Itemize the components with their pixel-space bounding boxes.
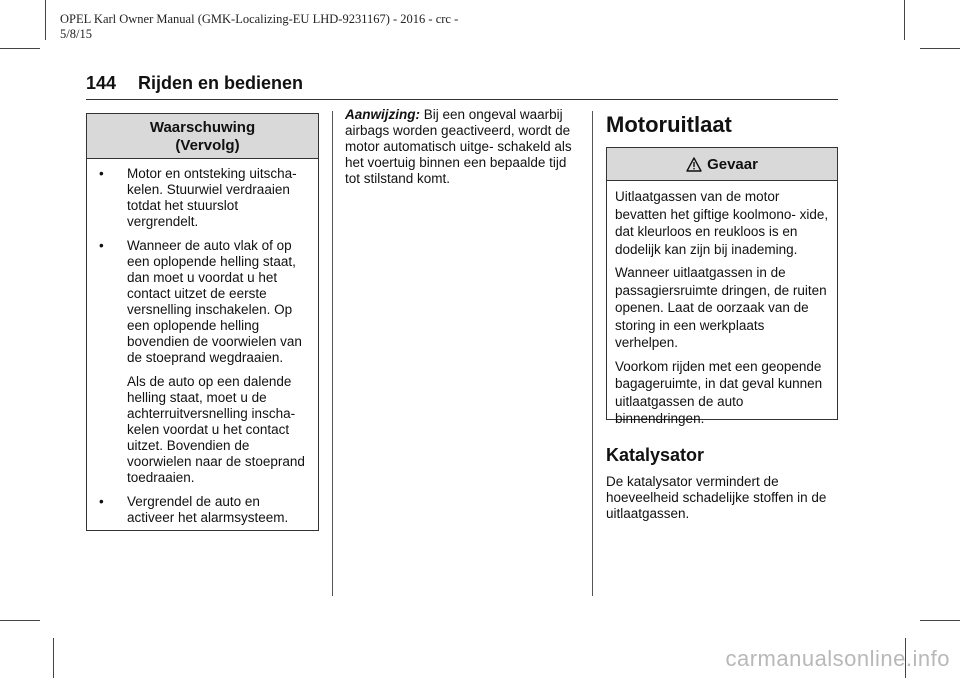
crop-mark	[904, 0, 905, 40]
warning-body	[87, 159, 318, 526]
header-rule	[86, 99, 838, 100]
print-header	[60, 12, 530, 42]
danger-title	[607, 148, 837, 181]
note-text: Bij een ongeval waarbij airbags worden geactiveerd, wordt de motor automatisch uitge- schakeld als het voertuig binnen een bepaalde tijd tot stilstand komt.	[345, 107, 572, 186]
katalysator-heading: Katalysator	[606, 445, 705, 465]
crop-mark	[53, 638, 54, 678]
list-item	[99, 494, 308, 526]
page-header	[86, 73, 836, 94]
page-number: 144	[86, 73, 117, 93]
note-label: Aanwijzing:	[345, 107, 420, 122]
bullet-marker: •	[99, 494, 104, 509]
list-item-text: Vergrendel de auto en activeer het alarmsysteem.	[127, 494, 289, 525]
warning-box	[86, 113, 319, 531]
crop-mark	[0, 48, 40, 49]
list-item	[99, 238, 308, 366]
warning-title	[87, 114, 318, 159]
danger-body	[607, 181, 837, 428]
bullet-marker: •	[99, 238, 104, 253]
list-item-text: Motor en ontsteking uitscha- kelen. Stuurwiel verdraaien totdat het stuurslot vergrendelt.	[127, 166, 297, 229]
danger-paragraph: Wanneer uitlaatgassen in de passagiersruimte dringen, de ruiten openen. Laat de oorzaak van de storing in een werkplaats verhelpen.	[615, 265, 827, 350]
motoruitlaat-heading: Motoruitlaat	[606, 112, 732, 137]
crop-mark	[0, 620, 40, 621]
danger-paragraph: Uitlaatgassen van de motor bevatten het giftige koolmono- xide, dat kleurloos en reukloos is en dodelijk kan zijn bij inademing.	[615, 189, 829, 257]
crop-mark	[920, 620, 960, 621]
section-title: Rijden en bedienen	[138, 73, 304, 93]
continuation-paragraph: Als de auto op een dalende helling staat, moet u de achterruitversnelling inscha- kelen voordat u het contact uitzet. Bovendien de voorwielen naar de stoeprand toedraaien.	[127, 374, 305, 485]
list-item-text: Wanneer de auto vlak of op een oplopende helling staat, dan moet u voordat u het contact uitzet de eerste versnelling inschakelen. Op een oplopende helling bovendien de voorwielen van de stoeprand wegdraaien.	[127, 238, 302, 365]
danger-paragraph: Voorkom rijden met een geopende bagageruimte, in dat geval kunnen uitlaatgassen de auto binnendringen.	[615, 358, 823, 426]
crop-mark	[45, 0, 46, 40]
column-divider	[592, 111, 593, 596]
crop-mark	[920, 48, 960, 49]
note-paragraph	[345, 107, 580, 187]
list-item	[99, 166, 308, 230]
katalysator-text: De katalysator vermindert de hoeveelheid schadelijke stoffen in de uitlaatgassen.	[606, 474, 827, 521]
print-header-line1: OPEL Karl Owner Manual (GMK-Localizing-EU LHD-9231167) - 2016 - crc -	[60, 12, 459, 26]
bullet-marker: •	[99, 166, 104, 181]
print-header-line2: 5/8/15	[60, 27, 92, 41]
column-divider	[332, 111, 333, 596]
danger-box	[606, 147, 838, 426]
warning-subheading: (Vervolg)	[175, 137, 240, 154]
watermark: carmanualsonline.info	[725, 646, 950, 671]
danger-heading: Gevaar	[707, 155, 758, 173]
warning-triangle-icon	[686, 157, 702, 172]
right-column	[606, 107, 838, 522]
warning-heading: Waarschuwing	[149, 119, 256, 136]
